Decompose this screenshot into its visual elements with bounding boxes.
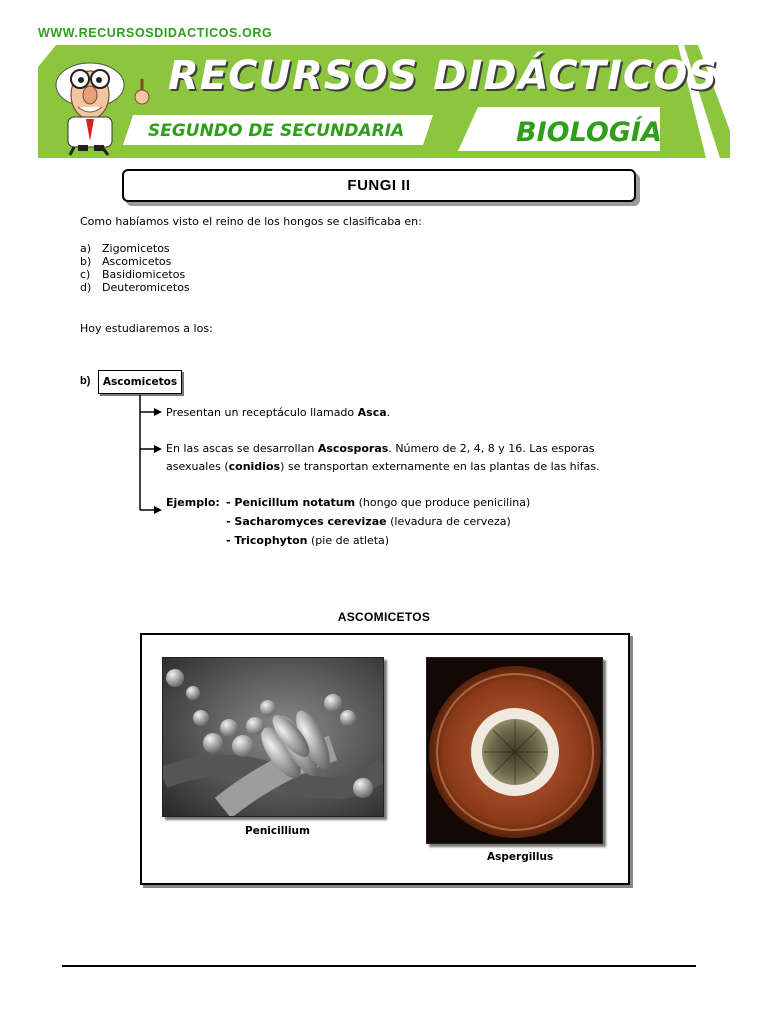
footer-divider xyxy=(62,965,696,967)
example-name: - Penicillum notatum xyxy=(226,496,356,509)
list-letter: a) xyxy=(80,242,92,255)
example-name: - Tricophyton xyxy=(226,534,308,547)
document-title: FUNGI II xyxy=(347,177,411,194)
intro-text: Como habíamos visto el reino de los hongos se clasificaba en: xyxy=(80,215,422,228)
brand-title: RECURSOS DIDÁCTICOS xyxy=(168,53,719,99)
arrow-right-icon xyxy=(154,408,162,416)
branch-term: Asca xyxy=(357,406,387,419)
list-text: Ascomicetos xyxy=(102,255,172,268)
branch-text: ) se transportan externamente en las plantas de las hifas. xyxy=(280,460,600,473)
example-label: Ejemplo: xyxy=(166,496,220,509)
branch-text: Presentan un receptáculo llamado xyxy=(166,406,358,419)
list-text: Basidiomicetos xyxy=(102,268,186,281)
branch-ascosporas xyxy=(166,440,600,476)
example-note: (hongo que produce penicilina) xyxy=(355,496,531,509)
subject-label: BIOLOGÍA xyxy=(516,117,662,148)
section-marker: b) xyxy=(80,375,91,387)
aspergillus-caption: Aspergillus xyxy=(487,851,554,863)
list-letter: b) xyxy=(80,255,92,268)
list-text: Deuteromicetos xyxy=(102,281,190,294)
branch-text: asexuales ( xyxy=(166,460,229,473)
arrow-right-icon xyxy=(154,506,162,514)
branch-text: En las ascas se desarrollan xyxy=(166,442,318,455)
example-row xyxy=(166,532,530,551)
grade-level: SEGUNDO DE SECUNDARIA xyxy=(148,121,405,141)
section-heading: Ascomicetos xyxy=(102,376,178,388)
penicillium-photo xyxy=(162,657,384,817)
study-line: Hoy estudiaremos a los: xyxy=(80,322,213,335)
example-note: (pie de atleta) xyxy=(307,534,390,547)
list-letter: c) xyxy=(80,268,91,281)
example-note: (levadura de cerveza) xyxy=(386,515,511,528)
branch-asca xyxy=(166,404,390,422)
penicillium-caption: Penicillium xyxy=(245,825,310,837)
example-name: - Sacharomyces cerevizae xyxy=(226,515,387,528)
example-row xyxy=(166,513,530,532)
branch-text: . xyxy=(386,406,391,419)
figure-title: ASCOMICETOS xyxy=(337,610,431,624)
list-letter: d) xyxy=(80,281,92,294)
branch-examples xyxy=(166,494,530,551)
aspergillus-photo xyxy=(426,657,603,844)
branch-term: conidios xyxy=(228,460,281,473)
list-text: Zigomicetos xyxy=(102,242,170,255)
example-row xyxy=(166,494,530,513)
site-url[interactable]: WWW.RECURSOSDIDACTICOS.ORG xyxy=(38,26,273,40)
branch-term: Ascosporas xyxy=(317,442,389,455)
branch-text: . Número de 2, 4, 8 y 16. Las esporas xyxy=(388,442,595,455)
arrow-right-icon xyxy=(154,445,162,453)
